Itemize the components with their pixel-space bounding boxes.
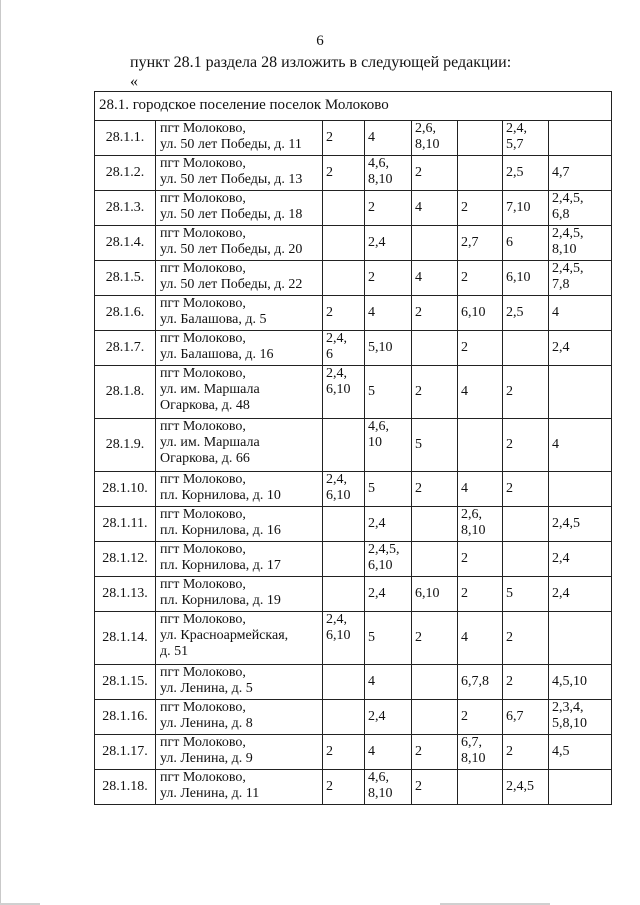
value-cell <box>323 419 365 472</box>
table-body <box>95 92 612 805</box>
address-line: пгт Молоково, <box>160 261 246 276</box>
address-cell <box>156 419 323 472</box>
value-cell: 2 <box>458 542 503 577</box>
value-cell: 6,10 <box>458 296 503 331</box>
value-cell: 6 <box>503 226 549 261</box>
value-cell: 5 <box>365 472 412 507</box>
value-cell: 2 <box>503 472 549 507</box>
value-cell: 2,4,5, 8,10 <box>549 226 612 261</box>
value-cell: 6,10 <box>412 577 458 612</box>
row-number: 28.1.5. <box>95 261 156 296</box>
value-cell: 4,5,10 <box>549 665 612 700</box>
value-cell: 2,4, 6,10 <box>323 612 365 665</box>
value-cell <box>458 156 503 191</box>
row-number: 28.1.13. <box>95 577 156 612</box>
address-cell <box>156 156 323 191</box>
address-line: пгт Молоково, <box>160 507 246 522</box>
value-cell: 2,4 <box>365 700 412 735</box>
value-cell: 2 <box>503 366 549 419</box>
value-cell: 2,4 <box>365 577 412 612</box>
address-line: ул. Ленина, д. 9 <box>160 751 253 766</box>
value-cell <box>412 507 458 542</box>
address-line: пгт Молоково, <box>160 419 246 434</box>
table-row <box>95 700 612 735</box>
value-cell: 2 <box>412 735 458 770</box>
address-line: ул. Ленина, д. 8 <box>160 716 253 731</box>
value-cell: 4 <box>365 735 412 770</box>
table-row <box>95 226 612 261</box>
value-cell: 5,10 <box>365 331 412 366</box>
section-row <box>95 92 612 121</box>
address-cell <box>156 612 323 665</box>
value-cell: 2 <box>458 577 503 612</box>
value-cell: 7,10 <box>503 191 549 226</box>
table-row <box>95 507 612 542</box>
value-cell: 2,4, 6,10 <box>323 366 365 419</box>
value-cell <box>412 700 458 735</box>
address-line: пгт Молоково, <box>160 542 246 557</box>
row-number: 28.1.17. <box>95 735 156 770</box>
value-cell: 2 <box>412 770 458 805</box>
address-line: пл. Корнилова, д. 17 <box>160 558 281 573</box>
value-cell: 2,4, 5,7 <box>503 121 549 156</box>
value-cell: 2 <box>323 121 365 156</box>
value-cell <box>458 121 503 156</box>
value-cell: 2 <box>503 419 549 472</box>
address-line: Огаркова, д. 66 <box>160 451 250 466</box>
address-line: д. 51 <box>160 644 189 659</box>
value-cell: 2,4, 6 <box>323 331 365 366</box>
address-cell <box>156 507 323 542</box>
value-cell <box>412 331 458 366</box>
value-cell: 6,7, 8,10 <box>458 735 503 770</box>
value-cell: 4 <box>412 261 458 296</box>
address-cell <box>156 226 323 261</box>
value-cell: 6,10 <box>503 261 549 296</box>
value-cell: 2 <box>412 472 458 507</box>
row-number: 28.1.7. <box>95 331 156 366</box>
value-cell: 4 <box>412 191 458 226</box>
value-cell: 4 <box>458 472 503 507</box>
address-line: пл. Корнилова, д. 19 <box>160 593 281 608</box>
table-row <box>95 261 612 296</box>
value-cell: 2 <box>458 261 503 296</box>
address-cell <box>156 700 323 735</box>
row-number: 28.1.11. <box>95 507 156 542</box>
value-cell: 2 <box>458 700 503 735</box>
value-cell: 2 <box>503 735 549 770</box>
value-cell: 2,4,5, 7,8 <box>549 261 612 296</box>
value-cell: 2,4,5 <box>503 770 549 805</box>
value-cell: 4,6, 8,10 <box>365 770 412 805</box>
row-number: 28.1.4. <box>95 226 156 261</box>
table-row <box>95 419 612 472</box>
address-cell <box>156 121 323 156</box>
table-row <box>95 770 612 805</box>
value-cell: 2 <box>412 156 458 191</box>
value-cell: 2 <box>503 665 549 700</box>
section-title: 28.1. городское поселение поселок Молоково <box>95 92 612 121</box>
row-number: 28.1.1. <box>95 121 156 156</box>
value-cell <box>412 542 458 577</box>
address-line: пгт Молоково, <box>160 665 246 680</box>
row-number: 28.1.2. <box>95 156 156 191</box>
table-row <box>95 191 612 226</box>
address-cell <box>156 665 323 700</box>
value-cell: 2,4,5 <box>549 507 612 542</box>
value-cell: 2,5 <box>503 296 549 331</box>
row-number: 28.1.18. <box>95 770 156 805</box>
value-cell <box>323 261 365 296</box>
value-cell: 2 <box>412 366 458 419</box>
value-cell <box>549 121 612 156</box>
value-cell <box>323 226 365 261</box>
table-row <box>95 542 612 577</box>
value-cell: 4 <box>458 366 503 419</box>
table-row <box>95 121 612 156</box>
value-cell <box>503 507 549 542</box>
address-line: ул. 50 лет Победы, д. 22 <box>160 277 303 292</box>
address-line: ул. Балашова, д. 5 <box>160 312 267 327</box>
value-cell: 2 <box>412 612 458 665</box>
value-cell: 2,4 <box>549 331 612 366</box>
row-number: 28.1.12. <box>95 542 156 577</box>
page-number: 6 <box>316 33 324 49</box>
value-cell: 4,6, 8,10 <box>365 156 412 191</box>
value-cell: 2 <box>323 296 365 331</box>
row-number: 28.1.10. <box>95 472 156 507</box>
value-cell: 5 <box>412 419 458 472</box>
value-cell <box>323 665 365 700</box>
value-cell: 2 <box>412 296 458 331</box>
address-line: пгт Молоково, <box>160 226 246 241</box>
value-cell: 6,7,8 <box>458 665 503 700</box>
address-line: пгт Молоково, <box>160 121 246 136</box>
address-line: пгт Молоково, <box>160 472 246 487</box>
table-row <box>95 735 612 770</box>
value-cell <box>323 191 365 226</box>
value-cell: 6,7 <box>503 700 549 735</box>
value-cell: 4,5 <box>549 735 612 770</box>
address-line: пгт Молоково, <box>160 296 246 311</box>
address-line: ул. 50 лет Победы, д. 18 <box>160 207 303 222</box>
value-cell <box>412 665 458 700</box>
value-cell <box>503 542 549 577</box>
address-line: пгт Молоково, <box>160 577 246 592</box>
value-cell: 4 <box>365 121 412 156</box>
table-row <box>95 156 612 191</box>
value-cell: 2,4, 6,10 <box>323 472 365 507</box>
address-cell <box>156 577 323 612</box>
address-line: пгт Молоково, <box>160 366 246 381</box>
value-cell: 2,4,5, 6,10 <box>365 542 412 577</box>
value-cell: 5 <box>365 612 412 665</box>
table-row <box>95 366 612 419</box>
value-cell: 4 <box>549 296 612 331</box>
address-cell <box>156 770 323 805</box>
value-cell: 2,3,4, 5,8,10 <box>549 700 612 735</box>
table-row <box>95 577 612 612</box>
row-number: 28.1.14. <box>95 612 156 665</box>
value-cell: 4 <box>549 419 612 472</box>
address-line: ул. Балашова, д. 16 <box>160 347 274 362</box>
address-cell <box>156 366 323 419</box>
value-cell: 2,6, 8,10 <box>458 507 503 542</box>
value-cell: 2 <box>365 191 412 226</box>
value-cell: 5 <box>365 366 412 419</box>
value-cell <box>323 700 365 735</box>
value-cell <box>323 507 365 542</box>
address-line: пгт Молоково, <box>160 331 246 346</box>
value-cell: 5 <box>503 577 549 612</box>
value-cell: 2,4,5, 6,8 <box>549 191 612 226</box>
value-cell <box>323 542 365 577</box>
address-line: пл. Корнилова, д. 16 <box>160 523 281 538</box>
table-row <box>95 612 612 665</box>
value-cell: 2 <box>323 770 365 805</box>
value-cell: 4 <box>458 612 503 665</box>
address-line: ул. им. Маршала <box>160 382 260 397</box>
value-cell <box>503 331 549 366</box>
address-line: Огаркова, д. 48 <box>160 398 250 413</box>
value-cell <box>549 366 612 419</box>
row-number: 28.1.6. <box>95 296 156 331</box>
value-cell: 4 <box>365 296 412 331</box>
row-number: 28.1.9. <box>95 419 156 472</box>
address-cell <box>156 296 323 331</box>
row-number: 28.1.15. <box>95 665 156 700</box>
address-line: пгт Молоково, <box>160 770 246 785</box>
value-cell: 2,4 <box>365 226 412 261</box>
address-cell <box>156 261 323 296</box>
value-cell: 2,4 <box>549 577 612 612</box>
value-cell <box>323 577 365 612</box>
value-cell <box>458 419 503 472</box>
address-line: пл. Корнилова, д. 10 <box>160 488 281 503</box>
address-cell <box>156 331 323 366</box>
value-cell: 2 <box>323 735 365 770</box>
table-row <box>95 331 612 366</box>
address-line: пгт Молоково, <box>160 735 246 750</box>
value-cell: 2,5 <box>503 156 549 191</box>
address-line: пгт Молоково, <box>160 700 246 715</box>
value-cell: 2,6, 8,10 <box>412 121 458 156</box>
value-cell: 4,6, 10 <box>365 419 412 472</box>
address-cell <box>156 191 323 226</box>
value-cell: 2 <box>365 261 412 296</box>
value-cell <box>549 472 612 507</box>
value-cell: 2 <box>323 156 365 191</box>
address-line: ул. Ленина, д. 5 <box>160 681 253 696</box>
value-cell: 4,7 <box>549 156 612 191</box>
address-line: ул. им. Маршала <box>160 435 260 450</box>
value-cell: 2 <box>458 191 503 226</box>
address-cell <box>156 542 323 577</box>
opening-quote: « <box>130 73 138 90</box>
row-number: 28.1.16. <box>95 700 156 735</box>
value-cell: 2,4 <box>365 507 412 542</box>
address-line: ул. 50 лет Победы, д. 20 <box>160 242 303 257</box>
value-cell: 2 <box>503 612 549 665</box>
value-cell <box>549 770 612 805</box>
row-number: 28.1.8. <box>95 366 156 419</box>
value-cell: 2,4 <box>549 542 612 577</box>
address-line: пгт Молоково, <box>160 156 246 171</box>
address-line: ул. Ленина, д. 11 <box>160 786 260 801</box>
table-row <box>95 296 612 331</box>
value-cell <box>549 612 612 665</box>
address-cell <box>156 472 323 507</box>
value-cell <box>412 226 458 261</box>
address-cell <box>156 735 323 770</box>
address-line: пгт Молоково, <box>160 612 246 627</box>
address-line: ул. 50 лет Победы, д. 13 <box>160 172 303 187</box>
row-number: 28.1.3. <box>95 191 156 226</box>
address-line: пгт Молоково, <box>160 191 246 206</box>
table-row <box>95 472 612 507</box>
address-line: ул. 50 лет Победы, д. 11 <box>160 137 302 152</box>
table-row <box>95 665 612 700</box>
intro-text: пункт 28.1 раздела 28 изложить в следующей редакции: <box>130 54 512 71</box>
scan-left-edge <box>0 0 1 905</box>
value-cell: 4 <box>365 665 412 700</box>
schedule-table <box>94 91 612 805</box>
value-cell: 2,7 <box>458 226 503 261</box>
address-line: ул. Красноармейская, <box>160 628 289 643</box>
value-cell <box>458 770 503 805</box>
value-cell: 2 <box>458 331 503 366</box>
